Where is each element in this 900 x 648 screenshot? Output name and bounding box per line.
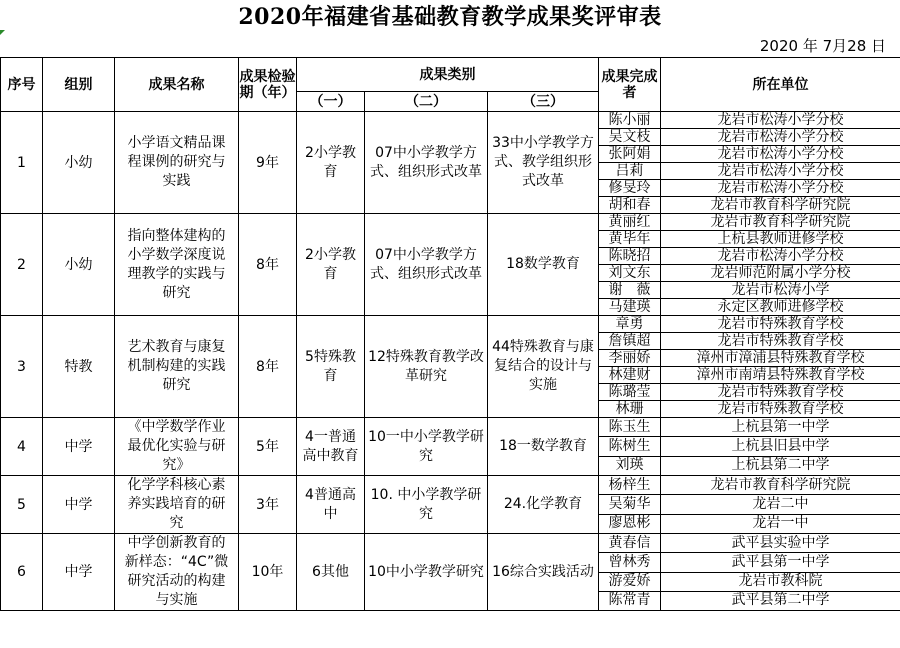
row-unit: 龙岩市特殊教育学校 [661, 384, 900, 401]
row-author: 陈树生 [599, 437, 661, 456]
row-category-1: 6其他 [297, 534, 365, 611]
header-name: 成果名称 [115, 58, 239, 112]
row-category-3: 18数学教育 [488, 214, 599, 316]
row-achievement-name: 艺术教育与康复机制构建的实践研究 [115, 316, 239, 418]
header-cat3: （三） [488, 92, 599, 112]
row-author: 刘瑛 [599, 456, 661, 475]
row-author: 章勇 [599, 316, 661, 333]
row-author: 陈常青 [599, 591, 661, 610]
row-category-3: 18一数学教育 [488, 418, 599, 476]
row-author: 黄春信 [599, 534, 661, 553]
table-row [1, 476, 900, 495]
row-author: 杨梓生 [599, 476, 661, 495]
row-group: 小幼 [43, 214, 115, 316]
row-achievement-name: 化学学科核心素养实践培育的研究 [115, 476, 239, 534]
header-unit: 所在单位 [661, 58, 900, 112]
row-unit: 龙岩二中 [661, 495, 900, 514]
row-author: 林珊 [599, 401, 661, 418]
row-period: 5年 [239, 418, 297, 476]
row-category-1: 2小学教育 [297, 112, 365, 214]
row-group: 中学 [43, 476, 115, 534]
row-seq: 3 [1, 316, 43, 418]
row-category-2: 12特殊教育教学改革研究 [365, 316, 488, 418]
row-group: 中学 [43, 418, 115, 476]
row-category-3: 24.化学教育 [488, 476, 599, 534]
row-author: 黄毕年 [599, 231, 661, 248]
row-unit: 龙岩市松涛小学分校 [661, 180, 900, 197]
awards-table [0, 57, 900, 611]
row-author: 林建财 [599, 367, 661, 384]
row-unit: 龙岩市教育科学研究院 [661, 197, 900, 214]
row-unit: 龙岩市松涛小学分校 [661, 248, 900, 265]
row-unit: 上杭县旧县中学 [661, 437, 900, 456]
row-author: 马建瑛 [599, 299, 661, 316]
header-cat2: （二） [365, 92, 488, 112]
row-unit: 龙岩市松涛小学分校 [661, 112, 900, 129]
table-row [1, 112, 900, 129]
row-author: 吕莉 [599, 163, 661, 180]
row-seq: 5 [1, 476, 43, 534]
row-seq: 2 [1, 214, 43, 316]
cell-marker [0, 30, 5, 35]
row-author: 陈玉生 [599, 418, 661, 437]
row-unit: 上杭县第一中学 [661, 418, 900, 437]
row-unit: 龙岩市松涛小学分校 [661, 163, 900, 180]
header-period: 成果检验期（年） [239, 58, 297, 112]
table-row [1, 418, 900, 437]
row-achievement-name: 指向整体建构的小学数学深度说理教学的实践与研究 [115, 214, 239, 316]
table-row [1, 534, 900, 553]
row-unit: 龙岩市教科院 [661, 572, 900, 591]
header-cat1: （一） [297, 92, 365, 112]
row-unit: 武平县第二中学 [661, 591, 900, 610]
row-period: 8年 [239, 214, 297, 316]
row-author: 吴菊华 [599, 495, 661, 514]
date-label: 2020 年 7月28 日 [759, 37, 886, 55]
row-author: 刘文东 [599, 265, 661, 282]
row-author: 李丽娇 [599, 350, 661, 367]
row-category-1: 4普通高中 [297, 476, 365, 534]
row-category-1: 4一普通高中教育 [297, 418, 365, 476]
row-unit: 龙岩市特殊教育学校 [661, 316, 900, 333]
row-category-1: 5特殊教育 [297, 316, 365, 418]
row-unit: 永定区教师进修学校 [661, 299, 900, 316]
row-group: 小幼 [43, 112, 115, 214]
row-author: 游爱娇 [599, 572, 661, 591]
row-author: 曾林秀 [599, 553, 661, 572]
row-group: 中学 [43, 534, 115, 611]
row-unit: 武平县实验中学 [661, 534, 900, 553]
table-body [1, 112, 900, 611]
row-author: 廖恩彬 [599, 514, 661, 533]
row-unit: 上杭县教师进修学校 [661, 231, 900, 248]
header-category: 成果类别 [297, 58, 599, 92]
header-author: 成果完成者 [599, 58, 661, 112]
row-unit: 龙岩市松涛小学分校 [661, 129, 900, 146]
row-period: 10年 [239, 534, 297, 611]
row-seq: 6 [1, 534, 43, 611]
row-unit: 漳州市漳浦县特殊教育学校 [661, 350, 900, 367]
page-title: 2020年福建省基础教育教学成果奖评审表 [238, 4, 662, 30]
row-unit: 上杭县第二中学 [661, 456, 900, 475]
row-unit: 龙岩师范附属小学分校 [661, 265, 900, 282]
row-author: 黄丽红 [599, 214, 661, 231]
row-category-1: 2小学教育 [297, 214, 365, 316]
header-seq: 序号 [1, 58, 43, 112]
row-seq: 1 [1, 112, 43, 214]
row-unit: 龙岩市松涛小学 [661, 282, 900, 299]
row-unit: 龙岩市松涛小学分校 [661, 146, 900, 163]
row-unit: 漳州市南靖县特殊教育学校 [661, 367, 900, 384]
row-author: 张阿娟 [599, 146, 661, 163]
row-category-2: 10. 中小学教学研究 [365, 476, 488, 534]
row-group: 特教 [43, 316, 115, 418]
row-category-2: 10一中小学教学研究 [365, 418, 488, 476]
row-achievement-name: 小学语文精品课程课例的研究与实践 [115, 112, 239, 214]
row-author: 陈璐莹 [599, 384, 661, 401]
row-category-2: 07中小学教学方式、组织形式改革 [365, 214, 488, 316]
row-author: 修旻玲 [599, 180, 661, 197]
row-category-3: 16综合实践活动 [488, 534, 599, 611]
row-author: 胡和春 [599, 197, 661, 214]
row-author: 詹镇超 [599, 333, 661, 350]
row-unit: 龙岩市教育科学研究院 [661, 214, 900, 231]
row-author: 陈晓招 [599, 248, 661, 265]
row-period: 3年 [239, 476, 297, 534]
row-unit: 龙岩市特殊教育学校 [661, 401, 900, 418]
row-category-3: 44特殊教育与康复结合的设计与实施 [488, 316, 599, 418]
row-category-3: 33中小学教学方式、教学组织形式改革 [488, 112, 599, 214]
row-achievement-name: 中学创新教育的新样态：“4C”微研究活动的构建与实施 [115, 534, 239, 611]
row-unit: 龙岩一中 [661, 514, 900, 533]
row-unit: 武平县第一中学 [661, 553, 900, 572]
row-period: 9年 [239, 112, 297, 214]
row-category-2: 10中小学教学研究 [365, 534, 488, 611]
row-author: 吴文枝 [599, 129, 661, 146]
row-unit: 龙岩市教育科学研究院 [661, 476, 900, 495]
row-seq: 4 [1, 418, 43, 476]
row-category-2: 07中小学教学方式、组织形式改革 [365, 112, 488, 214]
row-achievement-name: 《中学数学作业最优化实验与研究》 [115, 418, 239, 476]
row-period: 8年 [239, 316, 297, 418]
row-author: 谢 薇 [599, 282, 661, 299]
row-unit: 龙岩市特殊教育学校 [661, 333, 900, 350]
row-author: 陈小丽 [599, 112, 661, 129]
table-row [1, 316, 900, 333]
header-group: 组别 [43, 58, 115, 112]
table-row [1, 214, 900, 231]
